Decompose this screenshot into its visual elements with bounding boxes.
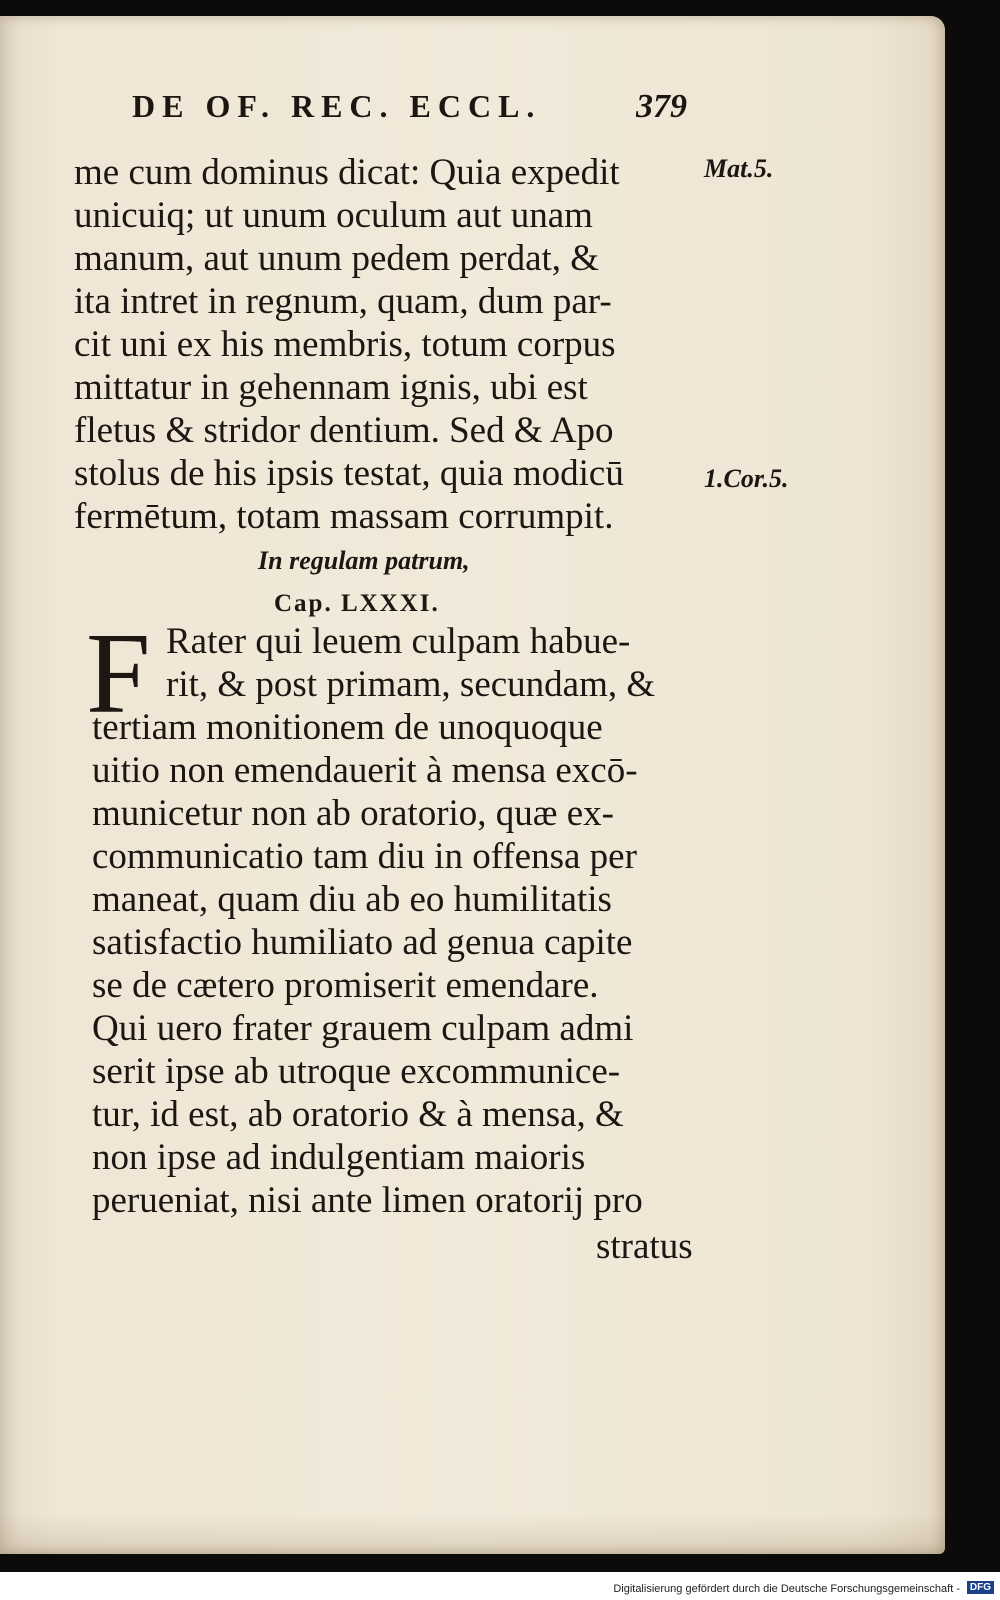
text-line: mittatur in gehennam ignis, ubi est xyxy=(74,367,588,408)
text-line: satisfactio humiliato ad genua capite xyxy=(92,922,633,963)
drop-initial: F xyxy=(86,610,151,738)
text-line: maneat, quam diu ab eo humilitatis xyxy=(92,879,612,920)
text-line: municetur non ab oratorio, quæ ex- xyxy=(92,793,614,834)
text-line: ita intret in regnum, quam, dum par- xyxy=(74,281,612,322)
page-number: 379 xyxy=(636,88,687,125)
chapter-title: In regulam patrum, xyxy=(258,546,470,575)
marginal-reference: 1.Cor.5. xyxy=(704,464,789,493)
text-line: cit uni ex his membris, totum corpus xyxy=(74,324,616,365)
text-line: uitio non emendauerit à mensa excō- xyxy=(92,750,638,791)
chapter-number: Cap. LXXXI. xyxy=(274,590,440,617)
text-line: tur, id est, ab oratorio & à mensa, & xyxy=(92,1094,624,1135)
text-line: me cum dominus dicat: Quia expedit xyxy=(74,152,620,193)
marginal-reference: Mat.5. xyxy=(704,154,774,183)
digitization-credit: Digitalisierung gefördert durch die Deutsche Forschungsgemeinschaft - xyxy=(613,1583,960,1595)
text-line: fermētum, totam massam corrumpit. xyxy=(74,496,614,537)
book-page xyxy=(0,16,945,1554)
text-line: non ipse ad indulgentiam maioris xyxy=(92,1137,586,1178)
text-line: fletus & stridor dentium. Sed & Apo xyxy=(74,410,614,451)
dfg-logo[interactable]: DFG xyxy=(967,1581,994,1594)
text-line: stolus de his ipsis testat, quia modicū xyxy=(74,453,624,494)
catchword: stratus xyxy=(596,1226,693,1267)
text-line: se de cætero promiserit emendare. xyxy=(92,965,599,1006)
text-line: serit ipse ab utroque excommunice- xyxy=(92,1051,621,1092)
text-line: communicatio tam diu in offensa per xyxy=(92,836,637,877)
text-line: rit, & post primam, secundam, & xyxy=(166,664,656,705)
running-title: DE OF. REC. ECCL. xyxy=(132,88,542,124)
text-line: tertiam monitionem de unoquoque xyxy=(92,707,603,748)
text-line: unicuiq; ut unum oculum aut unam xyxy=(74,195,593,236)
footer-bar xyxy=(0,1572,1000,1600)
text-line: manum, aut unum pedem perdat, & xyxy=(74,238,600,279)
text-line: perueniat, nisi ante limen oratorij pro xyxy=(92,1180,643,1221)
text-line: Qui uero frater grauem culpam admi xyxy=(92,1008,634,1049)
text-line: Rater qui leuem culpam habue- xyxy=(166,621,631,662)
